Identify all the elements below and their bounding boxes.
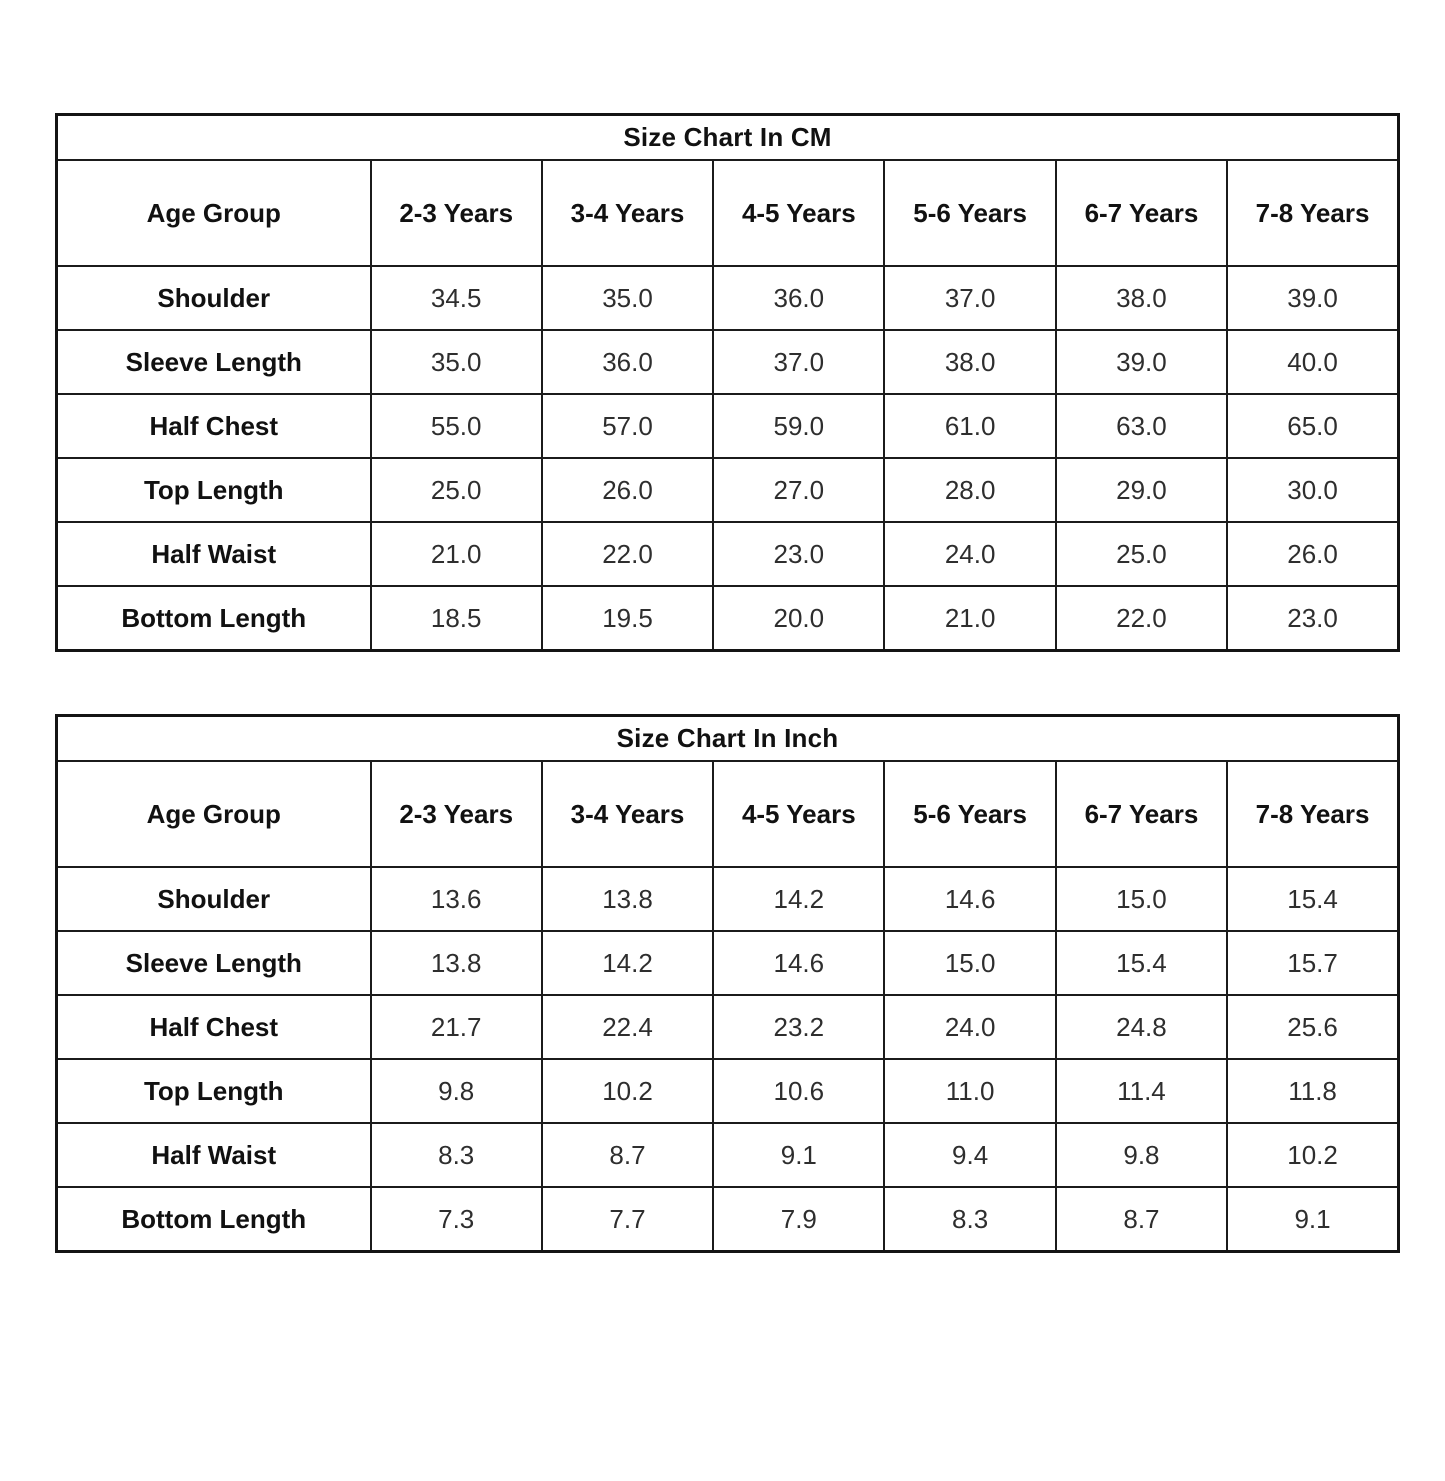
cell-value: 39.0 — [1227, 266, 1398, 330]
cell-value: 24.8 — [1056, 995, 1227, 1059]
table-row-shoulder — [57, 867, 1399, 931]
column-header-3-4-years: 3-4 Years — [542, 160, 713, 266]
cell-value: 24.0 — [884, 995, 1055, 1059]
column-header-7-8-years: 7-8 Years — [1227, 761, 1398, 867]
column-header-6-7-years: 6-7 Years — [1056, 761, 1227, 867]
cell-value: 9.1 — [713, 1123, 884, 1187]
column-header-age-group: Age Group — [57, 761, 371, 867]
cell-value: 10.6 — [713, 1059, 884, 1123]
cell-value: 11.8 — [1227, 1059, 1398, 1123]
table-row-half-waist — [57, 1123, 1399, 1187]
cell-value: 14.2 — [713, 867, 884, 931]
header-row — [57, 761, 1399, 867]
row-label: Shoulder — [57, 867, 371, 931]
table-row-bottom-length — [57, 1187, 1399, 1252]
cell-value: 15.0 — [884, 931, 1055, 995]
cell-value: 34.5 — [371, 266, 542, 330]
column-header-5-6-years: 5-6 Years — [884, 160, 1055, 266]
table-row-half-chest — [57, 394, 1399, 458]
cell-value: 15.4 — [1056, 931, 1227, 995]
cell-value: 13.8 — [371, 931, 542, 995]
table-row-sleeve-length — [57, 931, 1399, 995]
cell-value: 14.6 — [713, 931, 884, 995]
cell-value: 28.0 — [884, 458, 1055, 522]
column-header-2-3-years: 2-3 Years — [371, 160, 542, 266]
column-header-7-8-years: 7-8 Years — [1227, 160, 1398, 266]
row-label: Shoulder — [57, 266, 371, 330]
cell-value: 25.6 — [1227, 995, 1398, 1059]
cell-value: 7.3 — [371, 1187, 542, 1252]
cell-value: 23.0 — [713, 522, 884, 586]
row-label: Half Chest — [57, 995, 371, 1059]
cell-value: 25.0 — [1056, 522, 1227, 586]
cell-value: 15.4 — [1227, 867, 1398, 931]
cell-value: 35.0 — [542, 266, 713, 330]
cell-value: 13.8 — [542, 867, 713, 931]
table-row-top-length — [57, 458, 1399, 522]
cell-value: 37.0 — [713, 330, 884, 394]
cell-value: 26.0 — [1227, 522, 1398, 586]
cell-value: 18.5 — [371, 586, 542, 651]
cell-value: 40.0 — [1227, 330, 1398, 394]
table-row-shoulder — [57, 266, 1399, 330]
cell-value: 14.6 — [884, 867, 1055, 931]
cell-value: 37.0 — [884, 266, 1055, 330]
table-title-inch: Size Chart In Inch — [57, 716, 1399, 762]
column-header-5-6-years: 5-6 Years — [884, 761, 1055, 867]
row-label: Half Waist — [57, 1123, 371, 1187]
cell-value: 27.0 — [713, 458, 884, 522]
cell-value: 61.0 — [884, 394, 1055, 458]
cell-value: 15.7 — [1227, 931, 1398, 995]
row-label: Sleeve Length — [57, 330, 371, 394]
cell-value: 10.2 — [542, 1059, 713, 1123]
cell-value: 23.0 — [1227, 586, 1398, 651]
size-chart-inch-table — [55, 714, 1400, 1253]
cell-value: 57.0 — [542, 394, 713, 458]
cell-value: 36.0 — [713, 266, 884, 330]
cell-value: 7.9 — [713, 1187, 884, 1252]
row-label: Bottom Length — [57, 1187, 371, 1252]
cell-value: 25.0 — [371, 458, 542, 522]
size-chart-cm-table — [55, 113, 1400, 652]
table-row-sleeve-length — [57, 330, 1399, 394]
column-header-age-group: Age Group — [57, 160, 371, 266]
column-header-3-4-years: 3-4 Years — [542, 761, 713, 867]
cell-value: 65.0 — [1227, 394, 1398, 458]
cell-value: 7.7 — [542, 1187, 713, 1252]
cell-value: 63.0 — [1056, 394, 1227, 458]
table-row-top-length — [57, 1059, 1399, 1123]
cell-value: 38.0 — [1056, 266, 1227, 330]
column-header-4-5-years: 4-5 Years — [713, 160, 884, 266]
cell-value: 22.0 — [1056, 586, 1227, 651]
row-label: Half Chest — [57, 394, 371, 458]
table-row-half-waist — [57, 522, 1399, 586]
row-label: Half Waist — [57, 522, 371, 586]
cell-value: 13.6 — [371, 867, 542, 931]
cell-value: 15.0 — [1056, 867, 1227, 931]
row-label: Top Length — [57, 458, 371, 522]
table-row-bottom-length — [57, 586, 1399, 651]
cell-value: 59.0 — [713, 394, 884, 458]
cell-value: 20.0 — [713, 586, 884, 651]
column-header-4-5-years: 4-5 Years — [713, 761, 884, 867]
cell-value: 9.8 — [371, 1059, 542, 1123]
cell-value: 9.4 — [884, 1123, 1055, 1187]
cell-value: 22.0 — [542, 522, 713, 586]
cell-value: 26.0 — [542, 458, 713, 522]
cell-value: 21.7 — [371, 995, 542, 1059]
cell-value: 30.0 — [1227, 458, 1398, 522]
cell-value: 14.2 — [542, 931, 713, 995]
cell-value: 29.0 — [1056, 458, 1227, 522]
cell-value: 21.0 — [884, 586, 1055, 651]
column-header-2-3-years: 2-3 Years — [371, 761, 542, 867]
table-title-cm: Size Chart In CM — [57, 115, 1399, 161]
cell-value: 8.3 — [884, 1187, 1055, 1252]
cell-value: 23.2 — [713, 995, 884, 1059]
cell-value: 9.1 — [1227, 1187, 1398, 1252]
cell-value: 9.8 — [1056, 1123, 1227, 1187]
cell-value: 55.0 — [371, 394, 542, 458]
cell-value: 38.0 — [884, 330, 1055, 394]
row-label: Bottom Length — [57, 586, 371, 651]
title-row — [57, 716, 1399, 762]
cell-value: 8.7 — [1056, 1187, 1227, 1252]
cell-value: 21.0 — [371, 522, 542, 586]
cell-value: 10.2 — [1227, 1123, 1398, 1187]
cell-value: 39.0 — [1056, 330, 1227, 394]
cell-value: 36.0 — [542, 330, 713, 394]
cell-value: 22.4 — [542, 995, 713, 1059]
cell-value: 11.4 — [1056, 1059, 1227, 1123]
cell-value: 8.7 — [542, 1123, 713, 1187]
row-label: Top Length — [57, 1059, 371, 1123]
title-row — [57, 115, 1399, 161]
header-row — [57, 160, 1399, 266]
cell-value: 24.0 — [884, 522, 1055, 586]
column-header-6-7-years: 6-7 Years — [1056, 160, 1227, 266]
cell-value: 19.5 — [542, 586, 713, 651]
cell-value: 8.3 — [371, 1123, 542, 1187]
cell-value: 35.0 — [371, 330, 542, 394]
cell-value: 11.0 — [884, 1059, 1055, 1123]
table-row-half-chest — [57, 995, 1399, 1059]
row-label: Sleeve Length — [57, 931, 371, 995]
